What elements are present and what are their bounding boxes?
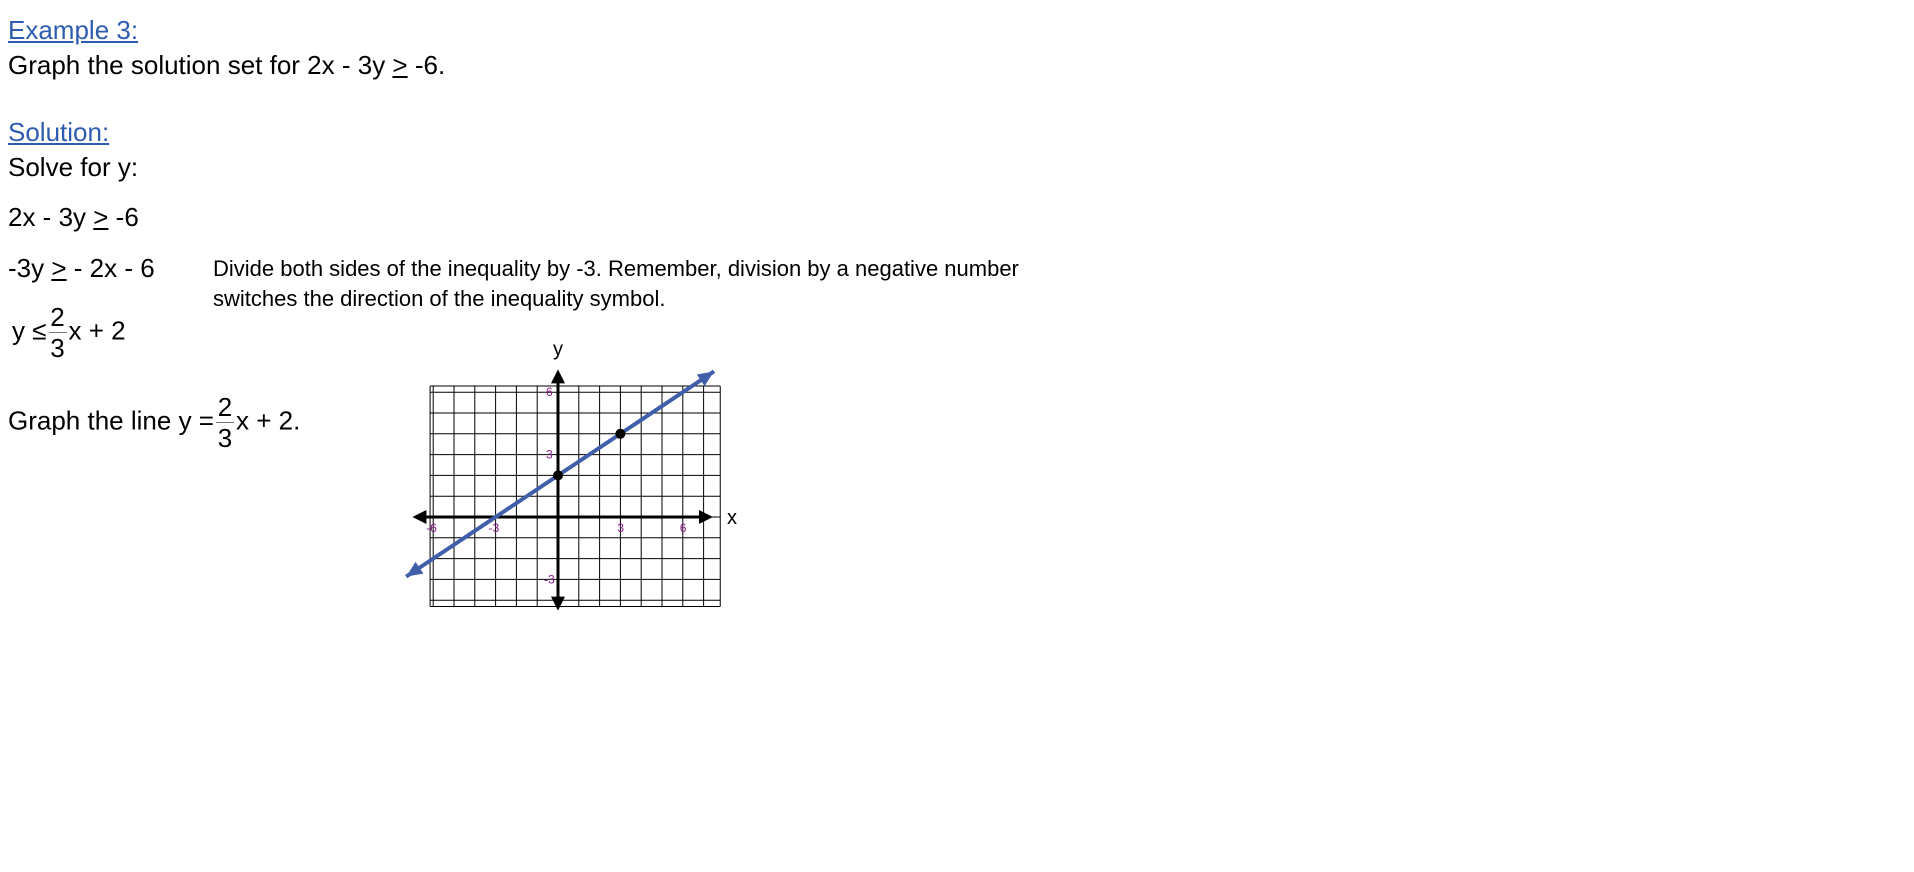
- x-tick-label: 3: [617, 521, 625, 535]
- graph-line-instruction: [8, 392, 300, 453]
- x-tick-label: -6: [426, 521, 437, 535]
- x-axis-arrow-left: [412, 510, 426, 524]
- coordinate-graph: [395, 320, 755, 620]
- plotted-point: [615, 429, 625, 439]
- solve-for-label: Solve for y:: [8, 152, 139, 182]
- plotted-point: [553, 470, 563, 480]
- x-tick-label: -3: [488, 521, 500, 535]
- grid-lines: [430, 386, 720, 606]
- step3-denominator: 3: [50, 333, 65, 363]
- step1-relation: >: [93, 202, 109, 232]
- step3-numerator: 2: [50, 302, 65, 332]
- y-axis-arrow-down: [551, 597, 565, 611]
- graph-prefix: Graph the line: [8, 405, 172, 436]
- x-axis-arrow-right: [699, 510, 713, 524]
- step3-rhs: x + 2: [68, 315, 126, 346]
- y-axis-label: y: [553, 338, 563, 361]
- graph-denominator: 3: [217, 423, 233, 453]
- graph-lhs: y =: [178, 405, 214, 436]
- step1-left: 2x - 3y: [8, 202, 94, 232]
- problem-text: Graph the solution set for 2x - 3y: [8, 50, 393, 80]
- step2-relation: >: [51, 253, 67, 283]
- step3-fraction: [49, 302, 67, 363]
- graph-fraction: [216, 392, 234, 453]
- y-tick-label: 3: [546, 447, 553, 462]
- step2-note: Divide both sides of the inequality by -3. Remember, division by a negative number switches the direction of the inequality symbol.: [213, 256, 1019, 311]
- step3-equation: [12, 302, 126, 363]
- graph-rhs: x + 2.: [235, 405, 301, 436]
- step2-right: - 2x - 6: [66, 253, 155, 283]
- y-axis-arrow-up: [551, 369, 565, 383]
- x-axis-label: x: [726, 507, 737, 529]
- step1-right: -6: [108, 202, 139, 232]
- y-tick-label: -3: [544, 572, 555, 587]
- step2-equation: [8, 253, 155, 284]
- step2-left: -3y: [8, 253, 52, 283]
- solution-heading: Solution:: [8, 117, 110, 147]
- x-tick-label: 6: [679, 521, 687, 535]
- problem-rest: -6.: [407, 50, 446, 80]
- graph-numerator: 2: [217, 392, 233, 422]
- problem-statement: [8, 50, 445, 81]
- example-heading: Example 3:: [8, 15, 139, 45]
- step1-equation: [8, 202, 139, 233]
- step3-lhs: y ≤: [12, 315, 47, 346]
- y-tick-label: 6: [546, 385, 553, 400]
- problem-relation: >: [392, 50, 408, 80]
